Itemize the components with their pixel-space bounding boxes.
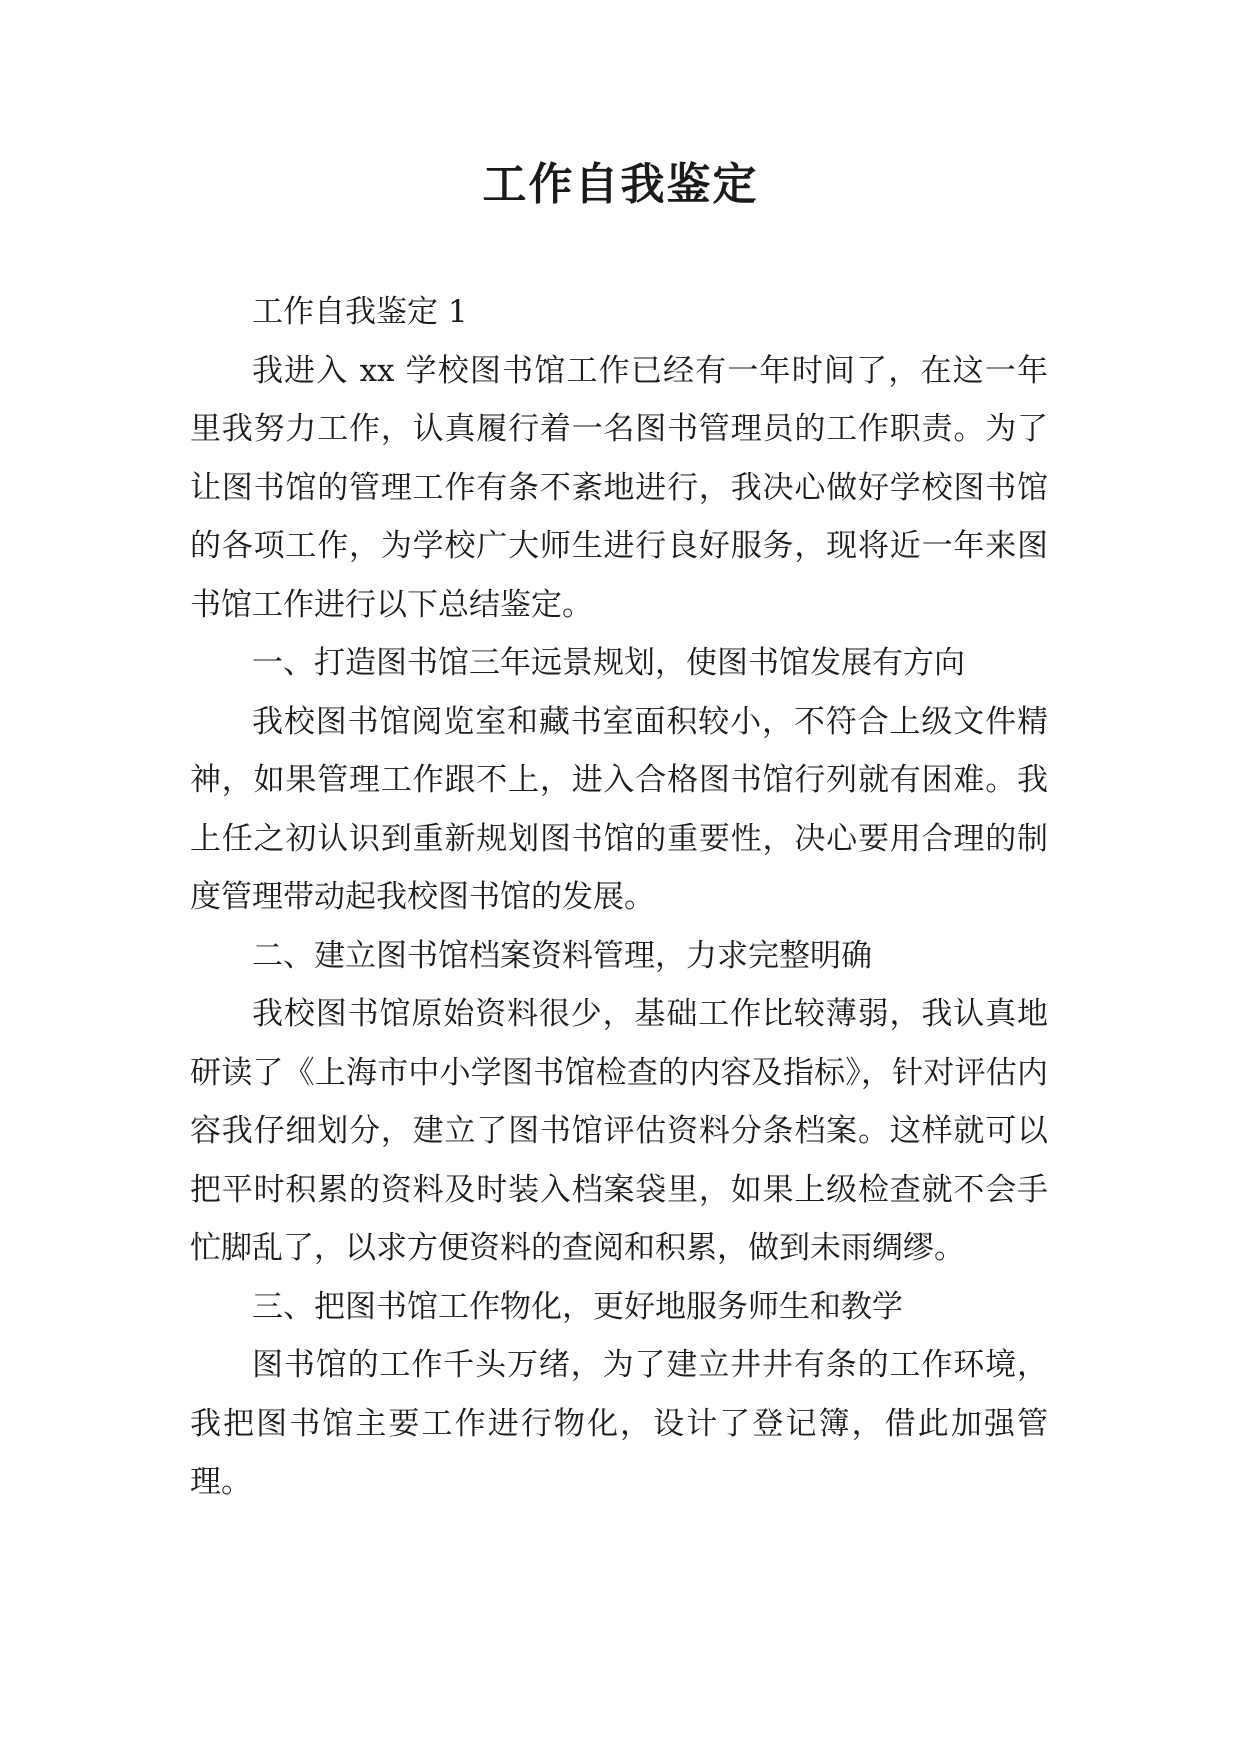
subsection-heading: 一、打造图书馆三年远景规划，使图书馆发展有方向 xyxy=(252,645,965,681)
subsection-heading: 三、把图书馆工作物化，更好地服务师生和教学 xyxy=(252,1288,903,1325)
section-heading: 工作自我鉴定 1 xyxy=(252,294,468,330)
body-paragraph: 图书馆的工作千头万绪，为了建立井井有条的工作环境，我把图书馆主要工作进行物化，设计了登记簿，借此加强管理。 xyxy=(190,1347,1048,1500)
document-body xyxy=(190,283,1048,1512)
body-paragraph: 我进入 xx 学校图书馆工作已经有一年时间了，在这一年里我努力工作，认真履行着一名图书管理员的工作职责。为了让图书馆的管理工作有条不紊地进行，我决心做好学校图书馆的各项工作，为学校广大师生进行良好服务，现将近一年来图书馆工作进行以下总结鉴定。 xyxy=(190,352,1048,623)
body-paragraph: 我校图书馆原始资料很少，基础工作比较薄弱，我认真地研读了《上海市中小学图书馆检查的内容及指标》，针对评估内容我仔细划分，建立了图书馆评估资料分条档案。这样就可以把平时积累的资料及时装入档案袋里，如果上级检查就不会手忙脚乱了，以求方便资料的查阅和积累，做到未雨绸缪。 xyxy=(190,996,1048,1266)
body-paragraph: 我校图书馆阅览室和藏书室面积较小，不符合上级文件精神，如果管理工作跟不上，进入合格图书馆行列就有困难。我上任之初认识到重新规划图书馆的重要性，决心要用合理的制度管理带动起我校图书馆的发展。 xyxy=(190,703,1048,915)
document-title: 工作自我鉴定 xyxy=(482,159,759,210)
subsection-heading: 二、建立图书馆档案资料管理，力求完整明确 xyxy=(252,937,872,974)
